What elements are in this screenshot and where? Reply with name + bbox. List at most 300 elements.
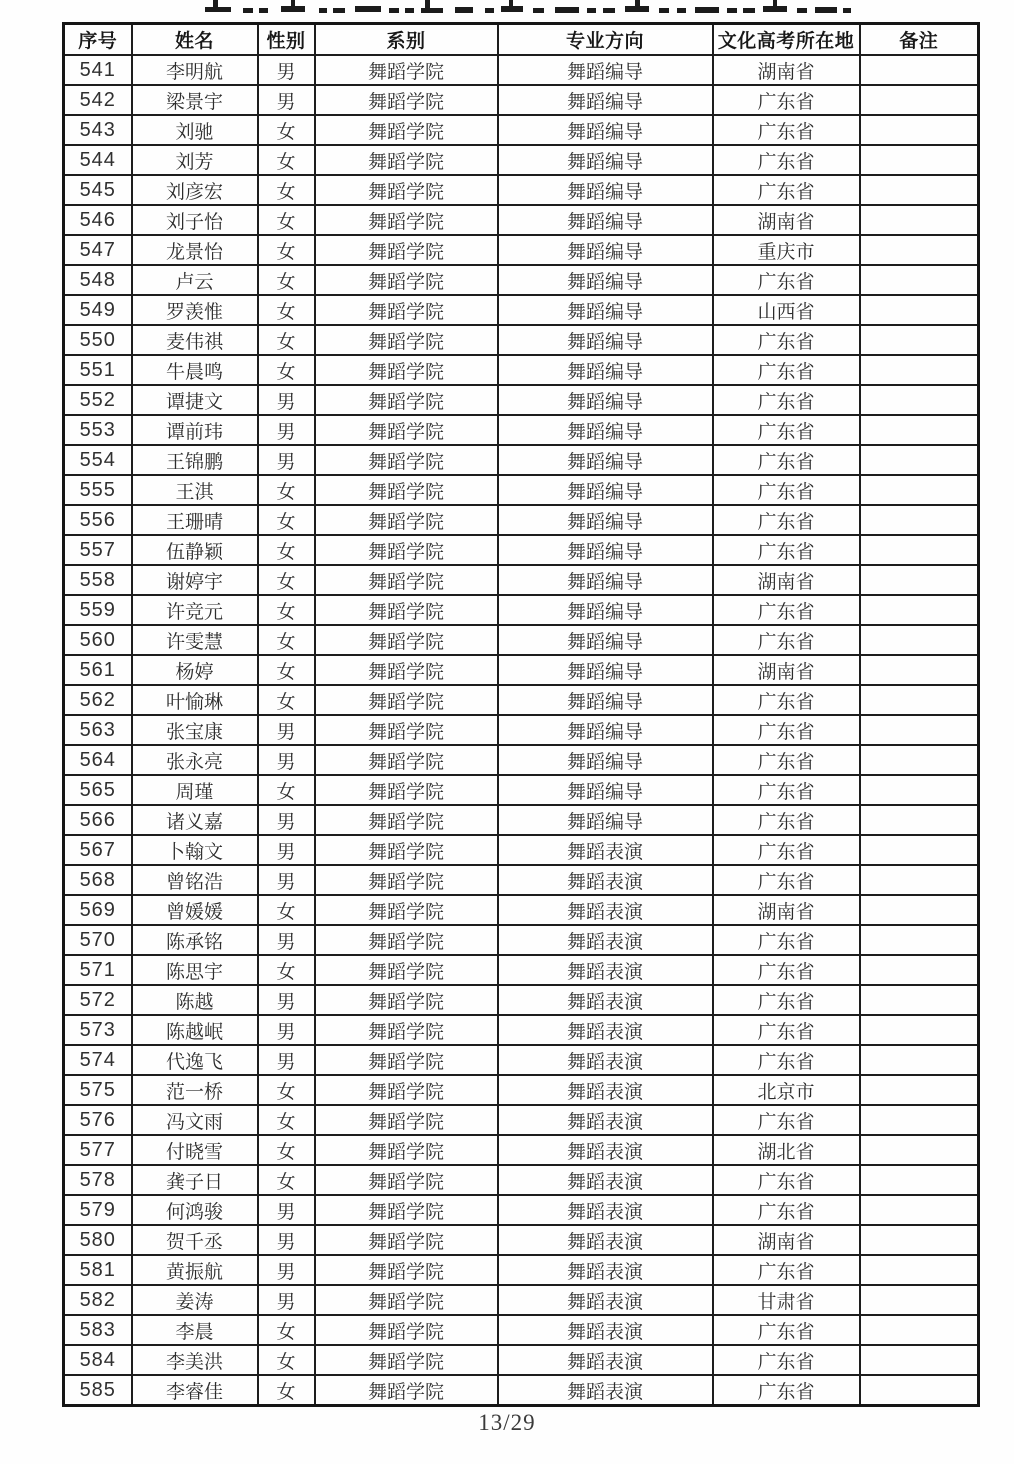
cell-name: 姜涛 <box>132 1285 258 1315</box>
cell-department: 舞蹈学院 <box>315 625 498 655</box>
table-row <box>64 1255 979 1285</box>
cell-note <box>860 1045 979 1075</box>
cell-note <box>860 145 979 175</box>
cell-major: 舞蹈表演 <box>498 1015 713 1045</box>
cell-department: 舞蹈学院 <box>315 175 498 205</box>
cell-gender: 女 <box>258 205 315 235</box>
cell-department: 舞蹈学院 <box>315 445 498 475</box>
clipped-title-strokes <box>203 0 853 15</box>
cell-gender: 男 <box>258 715 315 745</box>
table-row <box>64 925 979 955</box>
cell-major: 舞蹈表演 <box>498 1135 713 1165</box>
cell-major: 舞蹈表演 <box>498 1255 713 1285</box>
table-row <box>64 1135 979 1165</box>
cell-name: 谭捷文 <box>132 385 258 415</box>
cell-province: 湖南省 <box>713 55 860 85</box>
table-row <box>64 1075 979 1105</box>
cell-index: 573 <box>64 1015 132 1045</box>
cell-name: 许雯慧 <box>132 625 258 655</box>
cell-name: 代逸飞 <box>132 1045 258 1075</box>
table-row <box>64 1015 979 1045</box>
cell-major: 舞蹈编导 <box>498 475 713 505</box>
cell-province: 广东省 <box>713 385 860 415</box>
cell-major: 舞蹈编导 <box>498 265 713 295</box>
cell-department: 舞蹈学院 <box>315 805 498 835</box>
table-row <box>64 625 979 655</box>
cell-index: 562 <box>64 685 132 715</box>
cell-gender: 女 <box>258 355 315 385</box>
table-row <box>64 1105 979 1135</box>
cell-department: 舞蹈学院 <box>315 265 498 295</box>
cell-province: 广东省 <box>713 1165 860 1195</box>
cell-department: 舞蹈学院 <box>315 505 498 535</box>
cell-province: 广东省 <box>713 1375 860 1406</box>
cell-province: 广东省 <box>713 265 860 295</box>
cell-province: 广东省 <box>713 1105 860 1135</box>
cell-department: 舞蹈学院 <box>315 205 498 235</box>
cell-name: 卢云 <box>132 265 258 295</box>
column-header-note: 备注 <box>860 24 979 56</box>
cell-department: 舞蹈学院 <box>315 745 498 775</box>
table-row <box>64 1225 979 1255</box>
cell-department: 舞蹈学院 <box>315 925 498 955</box>
cell-index: 546 <box>64 205 132 235</box>
column-header-name: 姓名 <box>132 24 258 56</box>
cell-province: 甘肃省 <box>713 1285 860 1315</box>
table-row <box>64 985 979 1015</box>
table-row <box>64 85 979 115</box>
cell-index: 579 <box>64 1195 132 1225</box>
cell-gender: 女 <box>258 895 315 925</box>
cell-department: 舞蹈学院 <box>315 715 498 745</box>
cell-note <box>860 1165 979 1195</box>
cell-index: 547 <box>64 235 132 265</box>
cell-gender: 女 <box>258 265 315 295</box>
cell-department: 舞蹈学院 <box>315 1255 498 1285</box>
cell-major: 舞蹈表演 <box>498 1075 713 1105</box>
clipped-title-fragment <box>203 0 853 15</box>
cell-province: 广东省 <box>713 1315 860 1345</box>
cell-index: 550 <box>64 325 132 355</box>
cell-department: 舞蹈学院 <box>315 775 498 805</box>
cell-province: 广东省 <box>713 955 860 985</box>
cell-name: 李美洪 <box>132 1345 258 1375</box>
page-number: 13/29 <box>478 1410 536 1435</box>
cell-major: 舞蹈表演 <box>498 1195 713 1225</box>
cell-gender: 男 <box>258 985 315 1015</box>
column-header-index: 序号 <box>64 24 132 56</box>
cell-department: 舞蹈学院 <box>315 685 498 715</box>
cell-index: 565 <box>64 775 132 805</box>
cell-province: 广东省 <box>713 475 860 505</box>
cell-name: 王淇 <box>132 475 258 505</box>
cell-province: 湖南省 <box>713 1225 860 1255</box>
cell-province: 广东省 <box>713 1045 860 1075</box>
cell-note <box>860 265 979 295</box>
cell-department: 舞蹈学院 <box>315 1015 498 1045</box>
cell-department: 舞蹈学院 <box>315 115 498 145</box>
cell-province: 广东省 <box>713 1015 860 1045</box>
cell-note <box>860 655 979 685</box>
table-row <box>64 745 979 775</box>
cell-gender: 男 <box>258 1045 315 1075</box>
cell-note <box>860 355 979 385</box>
cell-gender: 男 <box>258 55 315 85</box>
cell-major: 舞蹈表演 <box>498 865 713 895</box>
cell-name: 卜翰文 <box>132 835 258 865</box>
cell-index: 566 <box>64 805 132 835</box>
table-row <box>64 235 979 265</box>
table-row <box>64 415 979 445</box>
cell-gender: 男 <box>258 1225 315 1255</box>
cell-gender: 男 <box>258 85 315 115</box>
table-row <box>64 355 979 385</box>
table-row <box>64 55 979 85</box>
cell-gender: 男 <box>258 385 315 415</box>
cell-gender: 女 <box>258 655 315 685</box>
cell-province: 广东省 <box>713 445 860 475</box>
cell-name: 牛晨鸣 <box>132 355 258 385</box>
cell-department: 舞蹈学院 <box>315 235 498 265</box>
cell-province: 湖南省 <box>713 655 860 685</box>
cell-index: 574 <box>64 1045 132 1075</box>
cell-index: 572 <box>64 985 132 1015</box>
cell-note <box>860 55 979 85</box>
cell-gender: 男 <box>258 835 315 865</box>
cell-gender: 女 <box>258 145 315 175</box>
cell-province: 广东省 <box>713 1345 860 1375</box>
table-row <box>64 955 979 985</box>
table-row <box>64 385 979 415</box>
cell-department: 舞蹈学院 <box>315 385 498 415</box>
cell-province: 广东省 <box>713 1255 860 1285</box>
table-row <box>64 1375 979 1406</box>
column-header-department: 系别 <box>315 24 498 56</box>
cell-name: 李晨 <box>132 1315 258 1345</box>
cell-gender: 女 <box>258 535 315 565</box>
table-row <box>64 175 979 205</box>
cell-major: 舞蹈编导 <box>498 145 713 175</box>
cell-major: 舞蹈编导 <box>498 655 713 685</box>
table-row <box>64 1165 979 1195</box>
cell-major: 舞蹈表演 <box>498 1345 713 1375</box>
table-row <box>64 715 979 745</box>
cell-province: 广东省 <box>713 925 860 955</box>
cell-major: 舞蹈编导 <box>498 595 713 625</box>
cell-index: 584 <box>64 1345 132 1375</box>
cell-note <box>860 775 979 805</box>
cell-index: 567 <box>64 835 132 865</box>
cell-province: 湖南省 <box>713 205 860 235</box>
cell-note <box>860 175 979 205</box>
cell-name: 范一桥 <box>132 1075 258 1105</box>
cell-department: 舞蹈学院 <box>315 535 498 565</box>
cell-province: 湖南省 <box>713 565 860 595</box>
cell-major: 舞蹈表演 <box>498 955 713 985</box>
cell-province: 广东省 <box>713 865 860 895</box>
cell-name: 曾媛媛 <box>132 895 258 925</box>
cell-note <box>860 895 979 925</box>
cell-name: 谢婷宇 <box>132 565 258 595</box>
cell-province: 广东省 <box>713 325 860 355</box>
cell-note <box>860 475 979 505</box>
cell-major: 舞蹈表演 <box>498 1315 713 1345</box>
cell-gender: 女 <box>258 505 315 535</box>
cell-index: 554 <box>64 445 132 475</box>
cell-major: 舞蹈编导 <box>498 445 713 475</box>
column-header-province: 文化高考所在地 <box>713 24 860 56</box>
cell-gender: 男 <box>258 445 315 475</box>
cell-note <box>860 745 979 775</box>
cell-name: 刘驰 <box>132 115 258 145</box>
cell-province: 广东省 <box>713 355 860 385</box>
cell-name: 陈承铭 <box>132 925 258 955</box>
cell-major: 舞蹈编导 <box>498 115 713 145</box>
cell-index: 570 <box>64 925 132 955</box>
cell-name: 周瑾 <box>132 775 258 805</box>
cell-major: 舞蹈表演 <box>498 1285 713 1315</box>
cell-note <box>860 385 979 415</box>
cell-province: 广东省 <box>713 625 860 655</box>
cell-index: 548 <box>64 265 132 295</box>
cell-province: 广东省 <box>713 835 860 865</box>
cell-major: 舞蹈编导 <box>498 565 713 595</box>
cell-index: 545 <box>64 175 132 205</box>
cell-note <box>860 595 979 625</box>
table-row <box>64 1285 979 1315</box>
cell-province: 广东省 <box>713 175 860 205</box>
table-row <box>64 325 979 355</box>
cell-gender: 男 <box>258 1255 315 1285</box>
cell-note <box>860 505 979 535</box>
cell-gender: 女 <box>258 1375 315 1406</box>
cell-note <box>860 205 979 235</box>
cell-name: 付晓雪 <box>132 1135 258 1165</box>
cell-note <box>860 925 979 955</box>
cell-major: 舞蹈编导 <box>498 415 713 445</box>
cell-name: 陈思宇 <box>132 955 258 985</box>
cell-note <box>860 325 979 355</box>
cell-note <box>860 415 979 445</box>
cell-index: 553 <box>64 415 132 445</box>
cell-name: 冯文雨 <box>132 1105 258 1135</box>
cell-gender: 男 <box>258 745 315 775</box>
cell-note <box>860 955 979 985</box>
cell-major: 舞蹈编导 <box>498 505 713 535</box>
column-header-major: 专业方向 <box>498 24 713 56</box>
cell-name: 李明航 <box>132 55 258 85</box>
cell-gender: 男 <box>258 865 315 895</box>
cell-note <box>860 805 979 835</box>
cell-province: 广东省 <box>713 535 860 565</box>
cell-note <box>860 535 979 565</box>
cell-index: 551 <box>64 355 132 385</box>
cell-province: 山西省 <box>713 295 860 325</box>
cell-index: 561 <box>64 655 132 685</box>
cell-note <box>860 1255 979 1285</box>
cell-major: 舞蹈表演 <box>498 1225 713 1255</box>
cell-name: 罗羡惟 <box>132 295 258 325</box>
cell-province: 北京市 <box>713 1075 860 1105</box>
cell-note <box>860 235 979 265</box>
cell-name: 陈越岷 <box>132 1015 258 1045</box>
cell-province: 广东省 <box>713 715 860 745</box>
cell-department: 舞蹈学院 <box>315 955 498 985</box>
table-row <box>64 535 979 565</box>
table-row <box>64 445 979 475</box>
cell-department: 舞蹈学院 <box>315 835 498 865</box>
cell-department: 舞蹈学院 <box>315 325 498 355</box>
cell-major: 舞蹈编导 <box>498 625 713 655</box>
cell-department: 舞蹈学院 <box>315 1225 498 1255</box>
cell-department: 舞蹈学院 <box>315 1135 498 1165</box>
cell-name: 龚子日 <box>132 1165 258 1195</box>
cell-province: 湖北省 <box>713 1135 860 1165</box>
cell-note <box>860 625 979 655</box>
cell-name: 麦伟祺 <box>132 325 258 355</box>
cell-gender: 女 <box>258 685 315 715</box>
cell-gender: 男 <box>258 1015 315 1045</box>
cell-province: 广东省 <box>713 775 860 805</box>
cell-gender: 男 <box>258 1285 315 1315</box>
table-row <box>64 775 979 805</box>
cell-department: 舞蹈学院 <box>315 1045 498 1075</box>
table-row <box>64 655 979 685</box>
cell-index: 552 <box>64 385 132 415</box>
cell-province: 湖南省 <box>713 895 860 925</box>
cell-gender: 女 <box>258 475 315 505</box>
cell-note <box>860 1105 979 1135</box>
cell-note <box>860 565 979 595</box>
cell-gender: 女 <box>258 175 315 205</box>
cell-gender: 男 <box>258 415 315 445</box>
cell-name: 黄振航 <box>132 1255 258 1285</box>
cell-note <box>860 115 979 145</box>
cell-name: 张永亮 <box>132 745 258 775</box>
cell-index: 580 <box>64 1225 132 1255</box>
cell-major: 舞蹈表演 <box>498 1165 713 1195</box>
table-row <box>64 685 979 715</box>
cell-note <box>860 1375 979 1406</box>
table-row <box>64 895 979 925</box>
cell-gender: 女 <box>258 1165 315 1195</box>
cell-major: 舞蹈编导 <box>498 715 713 745</box>
cell-department: 舞蹈学院 <box>315 1105 498 1135</box>
cell-major: 舞蹈表演 <box>498 1045 713 1075</box>
cell-name: 张宝康 <box>132 715 258 745</box>
cell-index: 576 <box>64 1105 132 1135</box>
cell-department: 舞蹈学院 <box>315 865 498 895</box>
cell-gender: 女 <box>258 1345 315 1375</box>
cell-department: 舞蹈学院 <box>315 895 498 925</box>
cell-department: 舞蹈学院 <box>315 595 498 625</box>
cell-note <box>860 1195 979 1225</box>
admission-roster-table <box>62 22 980 1407</box>
cell-province: 广东省 <box>713 115 860 145</box>
cell-major: 舞蹈编导 <box>498 235 713 265</box>
cell-name: 龙景怡 <box>132 235 258 265</box>
cell-index: 563 <box>64 715 132 745</box>
cell-department: 舞蹈学院 <box>315 1165 498 1195</box>
cell-note <box>860 835 979 865</box>
cell-department: 舞蹈学院 <box>315 415 498 445</box>
cell-province: 广东省 <box>713 685 860 715</box>
table-row <box>64 835 979 865</box>
cell-index: 558 <box>64 565 132 595</box>
cell-index: 541 <box>64 55 132 85</box>
table-row <box>64 265 979 295</box>
cell-department: 舞蹈学院 <box>315 655 498 685</box>
table-row <box>64 505 979 535</box>
cell-major: 舞蹈表演 <box>498 985 713 1015</box>
cell-major: 舞蹈编导 <box>498 805 713 835</box>
cell-major: 舞蹈编导 <box>498 55 713 85</box>
cell-department: 舞蹈学院 <box>315 565 498 595</box>
table-row <box>64 865 979 895</box>
table-row <box>64 1315 979 1345</box>
table-row <box>64 1045 979 1075</box>
cell-department: 舞蹈学院 <box>315 295 498 325</box>
cell-department: 舞蹈学院 <box>315 1075 498 1105</box>
cell-index: 543 <box>64 115 132 145</box>
cell-gender: 女 <box>258 1105 315 1135</box>
cell-name: 刘芳 <box>132 145 258 175</box>
cell-department: 舞蹈学院 <box>315 985 498 1015</box>
table-row <box>64 115 979 145</box>
cell-index: 585 <box>64 1375 132 1406</box>
cell-major: 舞蹈编导 <box>498 175 713 205</box>
table-row <box>64 595 979 625</box>
cell-major: 舞蹈表演 <box>498 925 713 955</box>
cell-gender: 女 <box>258 235 315 265</box>
table-header <box>64 24 979 56</box>
column-header-gender: 性别 <box>258 24 315 56</box>
cell-name: 杨婷 <box>132 655 258 685</box>
table-body <box>64 55 979 1406</box>
cell-note <box>860 295 979 325</box>
cell-department: 舞蹈学院 <box>315 55 498 85</box>
table-row <box>64 1345 979 1375</box>
cell-major: 舞蹈表演 <box>498 835 713 865</box>
cell-name: 刘子怡 <box>132 205 258 235</box>
cell-index: 542 <box>64 85 132 115</box>
cell-index: 575 <box>64 1075 132 1105</box>
cell-index: 564 <box>64 745 132 775</box>
cell-index: 582 <box>64 1285 132 1315</box>
cell-department: 舞蹈学院 <box>315 85 498 115</box>
cell-province: 广东省 <box>713 505 860 535</box>
cell-name: 陈越 <box>132 985 258 1015</box>
cell-province: 广东省 <box>713 805 860 835</box>
cell-gender: 男 <box>258 925 315 955</box>
cell-major: 舞蹈编导 <box>498 295 713 325</box>
cell-province: 广东省 <box>713 415 860 445</box>
cell-gender: 女 <box>258 1135 315 1165</box>
cell-name: 刘彦宏 <box>132 175 258 205</box>
cell-department: 舞蹈学院 <box>315 475 498 505</box>
cell-name: 谭前玮 <box>132 415 258 445</box>
cell-note <box>860 445 979 475</box>
table-row <box>64 565 979 595</box>
cell-note <box>860 715 979 745</box>
cell-index: 556 <box>64 505 132 535</box>
cell-name: 叶愉琳 <box>132 685 258 715</box>
cell-name: 诸义嘉 <box>132 805 258 835</box>
cell-department: 舞蹈学院 <box>315 1285 498 1315</box>
cell-index: 577 <box>64 1135 132 1165</box>
cell-major: 舞蹈编导 <box>498 385 713 415</box>
cell-name: 何鸿骏 <box>132 1195 258 1225</box>
